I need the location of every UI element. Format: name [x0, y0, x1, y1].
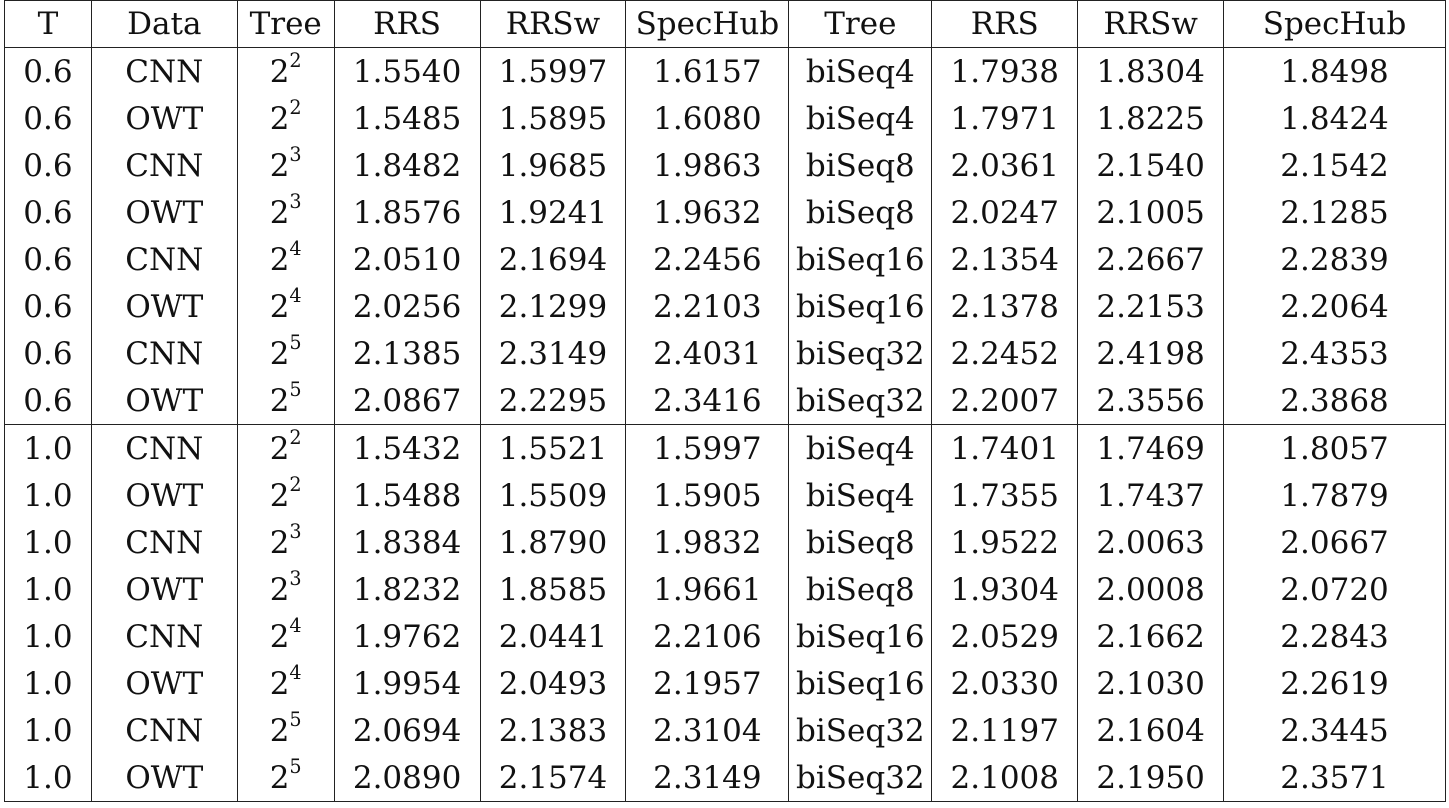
cell-t: 0.6	[5, 142, 92, 189]
cell-t: 1.0	[5, 613, 92, 660]
cell-tree	[237, 472, 334, 519]
cell-tree	[237, 189, 334, 236]
cell-t: 0.6	[5, 95, 92, 142]
cell-rrs-biseq: 2.1008	[932, 754, 1078, 802]
tree-exponent: 5	[289, 331, 302, 355]
tree-exponent: 2	[289, 473, 302, 497]
cell-t: 0.6	[5, 48, 92, 96]
cell-spechub-biseq: 2.1542	[1224, 142, 1446, 189]
cell-rrs: 2.0510	[334, 236, 480, 283]
tree-base: 2	[269, 335, 290, 372]
cell-rrsw-biseq: 2.2153	[1078, 283, 1224, 330]
table-row	[5, 377, 1446, 425]
cell-t: 0.6	[5, 330, 92, 377]
cell-t: 0.6	[5, 189, 92, 236]
cell-rrs: 1.9762	[334, 613, 480, 660]
cell-t: 0.6	[5, 377, 92, 425]
cell-rrs-biseq: 2.1354	[932, 236, 1078, 283]
cell-tree-biseq: biSeq32	[789, 707, 932, 754]
results-table	[4, 0, 1446, 802]
cell-rrs-biseq: 1.9522	[932, 519, 1078, 566]
cell-rrsw-biseq: 2.2667	[1078, 236, 1224, 283]
cell-rrs-biseq: 2.2007	[932, 377, 1078, 425]
table-row	[5, 707, 1446, 754]
cell-spechub-biseq: 2.2619	[1224, 660, 1446, 707]
cell-spechub: 1.5997	[626, 425, 789, 473]
cell-tree	[237, 707, 334, 754]
cell-rrsw: 1.5997	[480, 48, 626, 96]
tree-base: 2	[269, 288, 290, 325]
cell-rrsw: 2.2295	[480, 377, 626, 425]
cell-rrsw: 1.5521	[480, 425, 626, 473]
cell-rrs-biseq: 2.1197	[932, 707, 1078, 754]
cell-spechub: 1.5905	[626, 472, 789, 519]
cell-tree	[237, 48, 334, 96]
header-tree: Tree	[237, 1, 334, 48]
cell-spechub-biseq: 1.8424	[1224, 95, 1446, 142]
cell-tree	[237, 95, 334, 142]
cell-tree-biseq: biSeq4	[789, 425, 932, 473]
cell-rrs-biseq: 1.7355	[932, 472, 1078, 519]
cell-rrsw-biseq: 2.1540	[1078, 142, 1224, 189]
tree-exponent: 5	[289, 755, 302, 779]
cell-spechub: 1.6080	[626, 95, 789, 142]
cell-tree-biseq: biSeq32	[789, 754, 932, 802]
cell-t: 0.6	[5, 236, 92, 283]
header-spechub-biseq: SpecHub	[1224, 1, 1446, 48]
cell-rrsw-biseq: 2.0063	[1078, 519, 1224, 566]
tree-base: 2	[269, 147, 290, 184]
cell-spechub-biseq: 2.0667	[1224, 519, 1446, 566]
cell-tree	[237, 754, 334, 802]
cell-spechub-biseq: 1.8057	[1224, 425, 1446, 473]
cell-rrsw-biseq: 2.1604	[1078, 707, 1224, 754]
tree-exponent: 5	[289, 378, 302, 402]
cell-rrsw: 1.8790	[480, 519, 626, 566]
cell-spechub-biseq: 2.1285	[1224, 189, 1446, 236]
cell-data: CNN	[91, 707, 237, 754]
cell-tree	[237, 519, 334, 566]
tree-base: 2	[269, 430, 290, 467]
cell-tree	[237, 613, 334, 660]
header-row	[5, 1, 1446, 48]
cell-rrs: 2.0890	[334, 754, 480, 802]
table-row	[5, 472, 1446, 519]
cell-tree	[237, 330, 334, 377]
cell-rrs: 1.5540	[334, 48, 480, 96]
tree-exponent: 4	[289, 661, 302, 685]
cell-rrsw: 2.0493	[480, 660, 626, 707]
cell-rrs-biseq: 2.2452	[932, 330, 1078, 377]
cell-rrsw-biseq: 1.8225	[1078, 95, 1224, 142]
table-row	[5, 236, 1446, 283]
tree-exponent: 2	[289, 96, 302, 120]
cell-spechub-biseq: 2.3868	[1224, 377, 1446, 425]
cell-rrs-biseq: 2.0330	[932, 660, 1078, 707]
cell-rrsw: 1.9241	[480, 189, 626, 236]
cell-data: CNN	[91, 142, 237, 189]
header-spechub: SpecHub	[626, 1, 789, 48]
cell-rrsw: 1.8585	[480, 566, 626, 613]
tree-base: 2	[269, 618, 290, 655]
cell-t: 0.6	[5, 283, 92, 330]
cell-tree	[237, 283, 334, 330]
cell-rrs: 1.8482	[334, 142, 480, 189]
cell-tree	[237, 236, 334, 283]
table-row	[5, 189, 1446, 236]
tree-exponent: 4	[289, 237, 302, 261]
cell-rrsw-biseq: 2.1030	[1078, 660, 1224, 707]
tree-exponent: 3	[289, 143, 302, 167]
cell-t: 1.0	[5, 425, 92, 473]
cell-rrs-biseq: 1.7938	[932, 48, 1078, 96]
table-header	[5, 1, 1446, 48]
cell-spechub: 1.9661	[626, 566, 789, 613]
header-rrs-biseq: RRS	[932, 1, 1078, 48]
tree-exponent: 2	[289, 49, 302, 73]
cell-rrsw: 2.1299	[480, 283, 626, 330]
cell-tree-biseq: biSeq4	[789, 95, 932, 142]
table-body	[5, 48, 1446, 802]
cell-rrs: 2.0694	[334, 707, 480, 754]
cell-rrsw-biseq: 1.7469	[1078, 425, 1224, 473]
cell-spechub: 1.9863	[626, 142, 789, 189]
cell-tree-biseq: biSeq16	[789, 283, 932, 330]
cell-tree-biseq: biSeq16	[789, 236, 932, 283]
tree-base: 2	[269, 571, 290, 608]
table-row	[5, 660, 1446, 707]
cell-tree-biseq: biSeq4	[789, 472, 932, 519]
cell-rrsw-biseq: 2.0008	[1078, 566, 1224, 613]
cell-data: OWT	[91, 754, 237, 802]
cell-spechub: 1.9632	[626, 189, 789, 236]
cell-spechub: 1.9832	[626, 519, 789, 566]
cell-tree	[237, 377, 334, 425]
cell-data: OWT	[91, 660, 237, 707]
cell-rrs-biseq: 1.7401	[932, 425, 1078, 473]
cell-rrsw: 2.0441	[480, 613, 626, 660]
header-data: Data	[91, 1, 237, 48]
cell-spechub-biseq: 1.7879	[1224, 472, 1446, 519]
cell-rrsw: 2.1694	[480, 236, 626, 283]
cell-tree	[237, 566, 334, 613]
cell-rrs: 2.0867	[334, 377, 480, 425]
tree-exponent: 5	[289, 708, 302, 732]
table-row	[5, 519, 1446, 566]
cell-data: CNN	[91, 613, 237, 660]
cell-t: 1.0	[5, 472, 92, 519]
cell-t: 1.0	[5, 566, 92, 613]
header-rrs: RRS	[334, 1, 480, 48]
cell-rrs: 1.5485	[334, 95, 480, 142]
cell-tree-biseq: biSeq8	[789, 566, 932, 613]
table-row	[5, 425, 1446, 473]
cell-data: CNN	[91, 48, 237, 96]
cell-spechub-biseq: 2.3445	[1224, 707, 1446, 754]
cell-data: OWT	[91, 189, 237, 236]
cell-t: 1.0	[5, 519, 92, 566]
cell-rrsw-biseq: 1.8304	[1078, 48, 1224, 96]
cell-rrsw-biseq: 2.1005	[1078, 189, 1224, 236]
tree-base: 2	[269, 194, 290, 231]
cell-data: CNN	[91, 236, 237, 283]
tree-base: 2	[269, 524, 290, 561]
cell-data: OWT	[91, 283, 237, 330]
header-rrsw-biseq: RRSw	[1078, 1, 1224, 48]
cell-tree-biseq: biSeq16	[789, 613, 932, 660]
tree-exponent: 3	[289, 567, 302, 591]
cell-rrsw-biseq: 2.1950	[1078, 754, 1224, 802]
cell-rrs: 1.5432	[334, 425, 480, 473]
cell-data: OWT	[91, 95, 237, 142]
header-tree-biseq: Tree	[789, 1, 932, 48]
cell-rrs-biseq: 1.7971	[932, 95, 1078, 142]
cell-rrsw: 1.5509	[480, 472, 626, 519]
cell-tree	[237, 425, 334, 473]
cell-rrs-biseq: 2.0361	[932, 142, 1078, 189]
cell-data: CNN	[91, 425, 237, 473]
tree-base: 2	[269, 759, 290, 796]
tree-base: 2	[269, 665, 290, 702]
cell-rrs: 1.9954	[334, 660, 480, 707]
cell-rrs: 1.5488	[334, 472, 480, 519]
cell-rrs-biseq: 2.0247	[932, 189, 1078, 236]
cell-tree	[237, 660, 334, 707]
cell-rrs: 2.0256	[334, 283, 480, 330]
table-row	[5, 95, 1446, 142]
cell-spechub-biseq: 2.4353	[1224, 330, 1446, 377]
cell-spechub: 2.3149	[626, 754, 789, 802]
cell-rrsw: 2.3149	[480, 330, 626, 377]
cell-tree-biseq: biSeq32	[789, 377, 932, 425]
cell-tree-biseq: biSeq4	[789, 48, 932, 96]
header-rrsw: RRSw	[480, 1, 626, 48]
cell-spechub-biseq: 2.2064	[1224, 283, 1446, 330]
table-row	[5, 613, 1446, 660]
tree-base: 2	[269, 100, 290, 137]
cell-spechub: 1.6157	[626, 48, 789, 96]
table-row	[5, 142, 1446, 189]
cell-spechub-biseq: 2.3571	[1224, 754, 1446, 802]
cell-spechub: 2.3104	[626, 707, 789, 754]
tree-base: 2	[269, 477, 290, 514]
cell-rrsw: 1.5895	[480, 95, 626, 142]
cell-spechub-biseq: 2.2839	[1224, 236, 1446, 283]
cell-t: 1.0	[5, 660, 92, 707]
cell-spechub-biseq: 1.8498	[1224, 48, 1446, 96]
cell-data: OWT	[91, 472, 237, 519]
header-t: T	[5, 1, 92, 48]
cell-spechub: 2.2106	[626, 613, 789, 660]
cell-rrs: 2.1385	[334, 330, 480, 377]
tree-base: 2	[269, 53, 290, 90]
cell-rrs: 1.8232	[334, 566, 480, 613]
cell-rrs-biseq: 2.0529	[932, 613, 1078, 660]
cell-rrsw: 2.1383	[480, 707, 626, 754]
cell-rrsw-biseq: 1.7437	[1078, 472, 1224, 519]
cell-spechub: 2.3416	[626, 377, 789, 425]
cell-t: 1.0	[5, 754, 92, 802]
tree-base: 2	[269, 241, 290, 278]
table-row	[5, 330, 1446, 377]
cell-data: OWT	[91, 377, 237, 425]
tree-exponent: 3	[289, 520, 302, 544]
table-row	[5, 566, 1446, 613]
tree-base: 2	[269, 712, 290, 749]
table-row	[5, 283, 1446, 330]
cell-rrsw: 2.1574	[480, 754, 626, 802]
tree-base: 2	[269, 382, 290, 419]
cell-spechub: 2.2103	[626, 283, 789, 330]
cell-data: OWT	[91, 566, 237, 613]
tree-exponent: 2	[289, 426, 302, 450]
table-row	[5, 754, 1446, 802]
cell-tree-biseq: biSeq8	[789, 189, 932, 236]
table-row	[5, 48, 1446, 96]
cell-spechub: 2.1957	[626, 660, 789, 707]
tree-exponent: 3	[289, 190, 302, 214]
tree-exponent: 4	[289, 614, 302, 638]
cell-data: CNN	[91, 330, 237, 377]
cell-t: 1.0	[5, 707, 92, 754]
cell-spechub-biseq: 2.0720	[1224, 566, 1446, 613]
cell-tree-biseq: biSeq8	[789, 142, 932, 189]
cell-rrs: 1.8576	[334, 189, 480, 236]
cell-tree	[237, 142, 334, 189]
cell-rrs-biseq: 2.1378	[932, 283, 1078, 330]
cell-spechub-biseq: 2.2843	[1224, 613, 1446, 660]
cell-spechub: 2.2456	[626, 236, 789, 283]
cell-spechub: 2.4031	[626, 330, 789, 377]
cell-data: CNN	[91, 519, 237, 566]
cell-rrsw-biseq: 2.3556	[1078, 377, 1224, 425]
cell-rrs: 1.8384	[334, 519, 480, 566]
tree-exponent: 4	[289, 284, 302, 308]
cell-rrsw-biseq: 2.4198	[1078, 330, 1224, 377]
cell-tree-biseq: biSeq16	[789, 660, 932, 707]
cell-rrsw: 1.9685	[480, 142, 626, 189]
cell-rrs-biseq: 1.9304	[932, 566, 1078, 613]
cell-tree-biseq: biSeq8	[789, 519, 932, 566]
cell-rrsw-biseq: 2.1662	[1078, 613, 1224, 660]
cell-tree-biseq: biSeq32	[789, 330, 932, 377]
